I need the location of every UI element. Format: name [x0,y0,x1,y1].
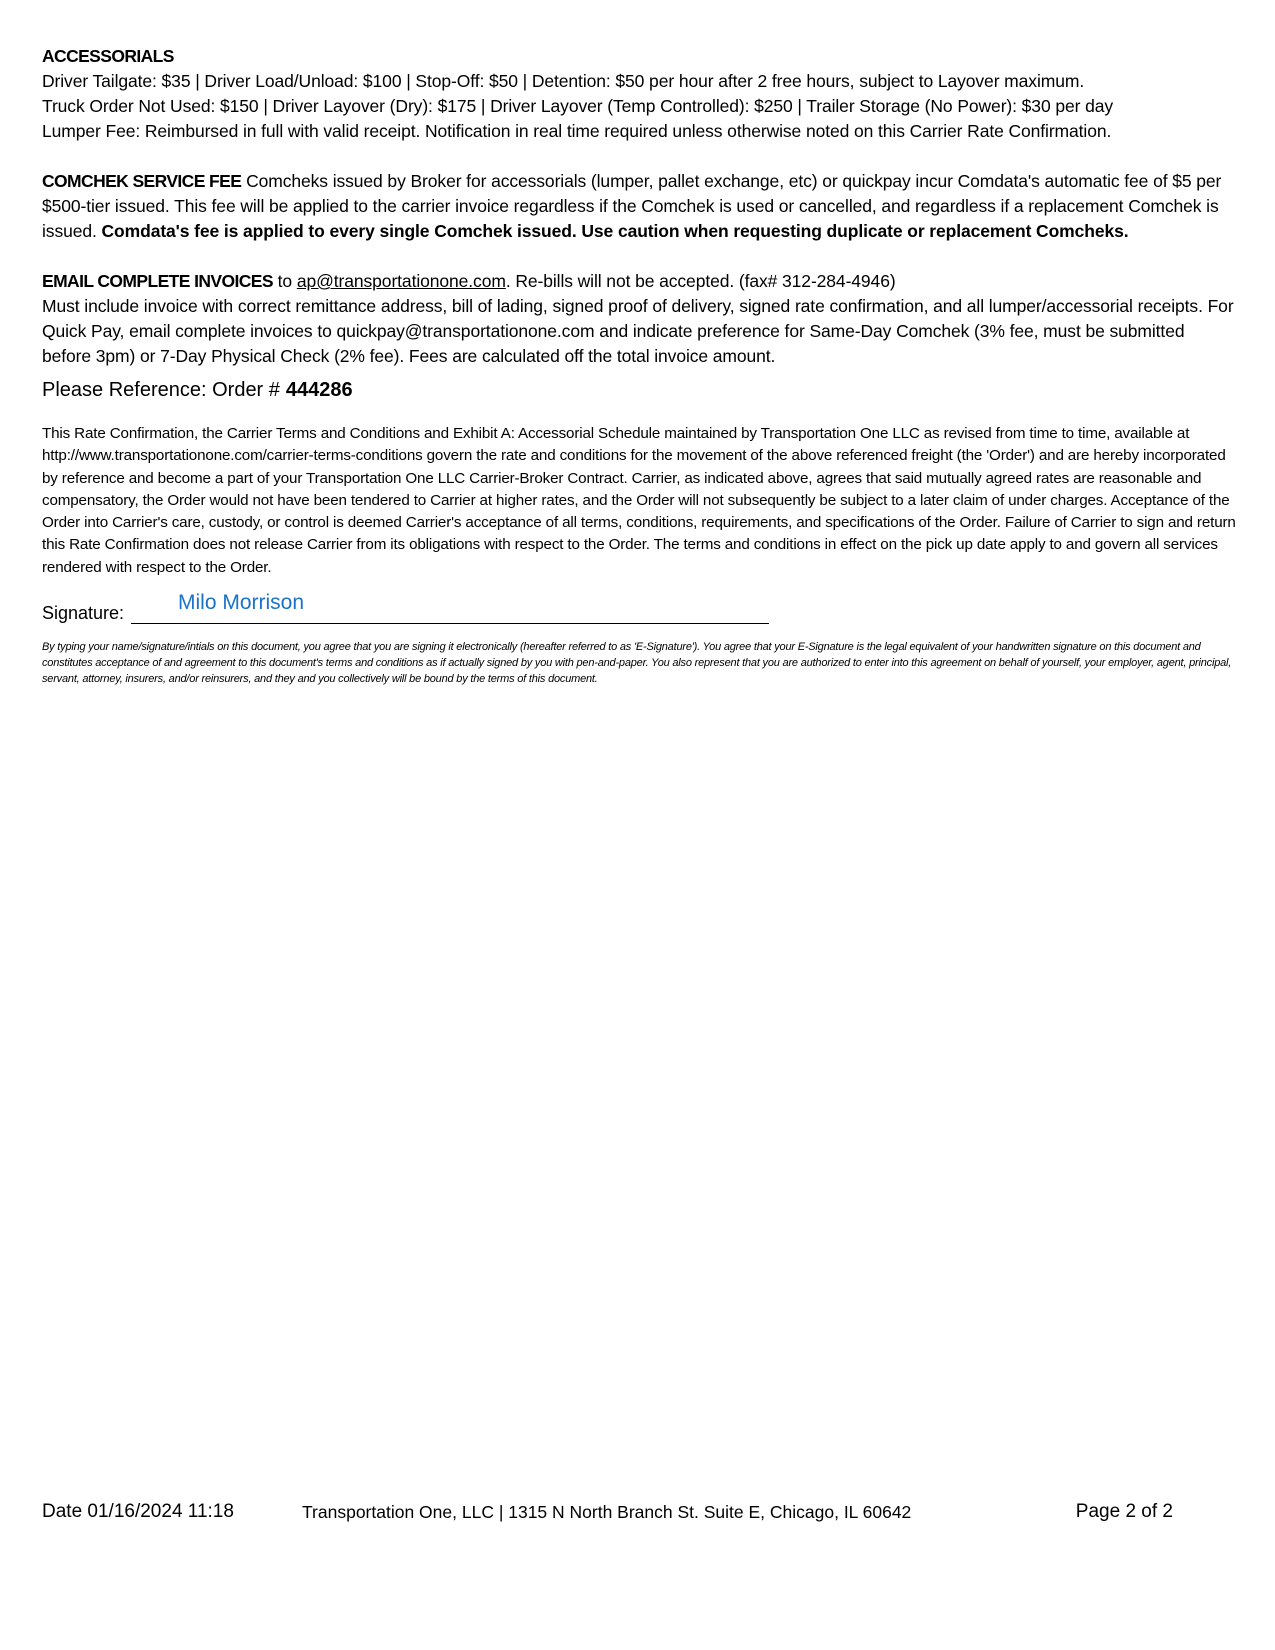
invoices-section [42,269,1237,369]
signature-row [42,591,1237,625]
signature-label: Signature: [42,603,125,624]
invoice-email-link[interactable]: ap@transportationone.com [296,271,506,291]
invoices-body: Must include invoice with correct remittance address, bill of lading, signed proof of delivery, signed rate confirmation, and all lumper/accessorial receipts. For Quick Pay, email complete invoices to quickpay@transportationone.com and indicate preference for Same-Day Comchek (3% fee, must be submitted before 3pm) or 7-Day Physical Check (2% fee). Fees are calculated off the total invoice amount. [42,296,1234,366]
signature-field[interactable]: Milo Morrison [178,591,305,615]
comchek-heading: COMCHEK SERVICE FEE [42,171,242,191]
footer-page-number: Page 2 of 2 [1075,1501,1173,1522]
footer-date: Date 01/16/2024 11:18 [42,1501,234,1522]
signature-field-line[interactable] [131,623,769,624]
accessorials-heading: ACCESSORIALS [42,46,174,66]
comchek-section [42,169,1237,244]
accessorials-section [42,44,1237,144]
comchek-warning: Comdata's fee is applied to every single Comchek issued. Use caution when requesting duplicate or replacement Comcheks. [101,221,1129,241]
accessorials-line: Driver Tailgate: $35 | Driver Load/Unload: $100 | Stop-Off: $50 | Detention: $50 per hour after 2 free hours, subject to Layover maximum. [42,71,1085,91]
page-footer [0,1501,1275,1527]
order-reference [42,377,1237,403]
invoices-intro [42,269,1237,294]
order-reference-label: Please Reference: Order # [42,379,280,401]
comchek-paragraph [42,169,1237,244]
terms-paragraph: This Rate Confirmation, the Carrier Terms and Conditions and Exhibit A: Accessorial Schedule maintained by Transportation One LLC as revised from time to time, available at http://www.transportationone.com/carrier-terms-conditions govern the rate and conditions for the movement of the above referenced freight (the 'Order') and are hereby incorporated by reference and become a part of your Transportation One LLC Carrier-Broker Contract. Carrier, as indicated above, agrees that said mutually agreed rates are reasonable and compensatory, the Order would not have been tendered to Carrier at higher rates, and the Order will not subsequently be subject to a later claim of under charges. Acceptance of the Order into Carrier's care, custody, or control is deemed Carrier's acceptance of all terms, conditions, requirements, and specifications of the Order. Failure of Carrier to sign and return this Rate Confirmation does not release Carrier from its obligations with respect to the Order. The terms and conditions in effect on the pick up date apply to and govern all services rendered with respect to the Order. [42,425,1236,576]
comchek-text: Comcheks issued by Broker for accessorials (lumper, pallet exchange, etc) or quickpay incur Comdata's automatic fee of $5 per $500-tier issued. This fee will be applied to the carrier invoice regardless if the Comchek is used or cancelled, and regardless if a replacement Comchek is issued. [42,171,1222,241]
document-body [42,44,1237,698]
accessorials-line: Truck Order Not Used: $150 | Driver Layover (Dry): $175 | Driver Layover (Temp Controlled): $250 | Trailer Storage (No Power): $30 per day [42,96,1114,116]
invoices-heading: EMAIL COMPLETE INVOICES [42,271,273,291]
invoices-fax-note: . Re-bills will not be accepted. (fax# 312-284-4946) [505,271,896,291]
invoices-to: to [277,271,293,291]
footer-company-address: Transportation One, LLC | 1315 N North Branch St. Suite E, Chicago, IL 60642 [302,1502,912,1522]
accessorials-line: Lumper Fee: Reimbursed in full with valid receipt. Notification in real time required unless otherwise noted on this Carrier Rate Confirmation. [42,121,1112,141]
order-number: 444286 [285,379,353,401]
esignature-disclaimer: By typing your name/signature/intials on this document, you agree that you are signing it electronically (hereafter referred to as 'E-Signature'). You agree that your E-Signature is the legal equivalent of your handwritten signature on this document and constitutes acceptance of and agreement to this document's terms and conditions as if actually signed by you with pen-and-paper. You also represent that you are authorized to enter into this agreement on behalf of yourself, your employer, agent, principal, servant, attorney, insurers, and/or reinsurers, and they and you collectively will be bound by the terms of this document. [42,641,1232,686]
